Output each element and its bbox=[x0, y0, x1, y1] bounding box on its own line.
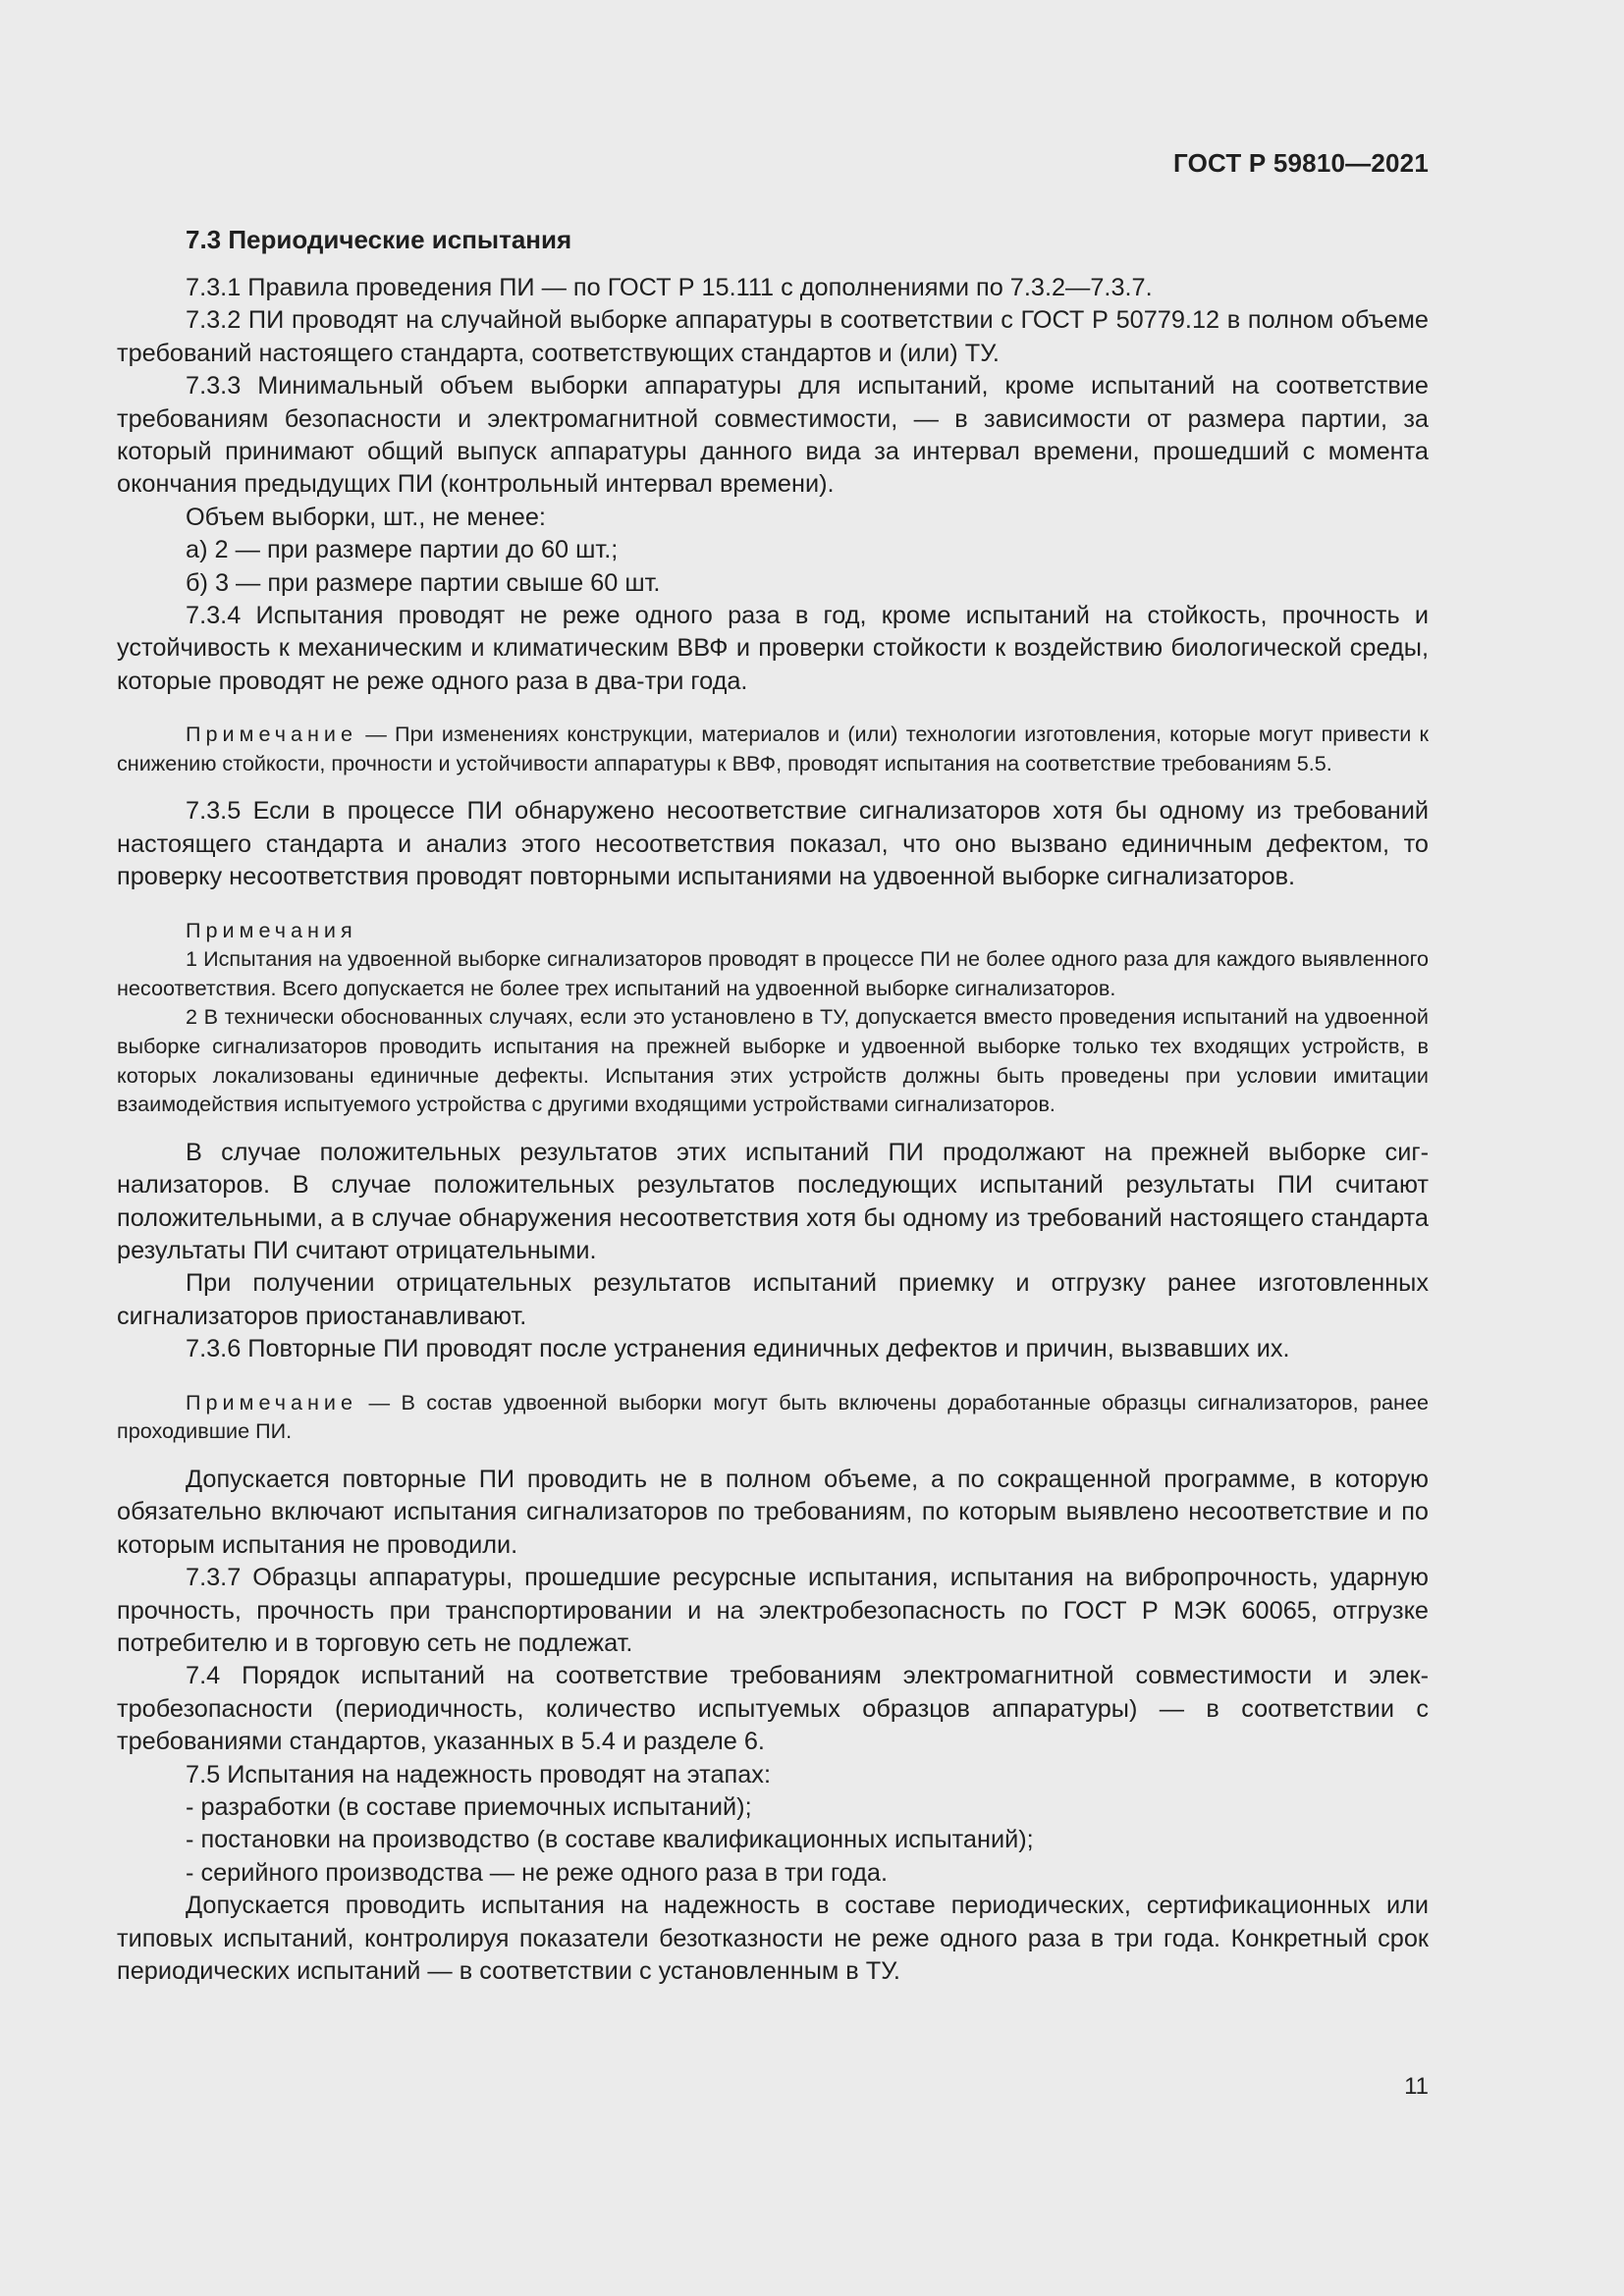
list-item-serial-production: - серийного производства — не реже одного раза в три года. bbox=[186, 1858, 889, 1887]
paragraph-7-3-6: 7.3.6 Повторные ПИ проводят после устранения единичных дефектов и причин, вызвавших их. bbox=[186, 1335, 1290, 1363]
note-1-text: — При изменениях конструкции, материалов и (или) технологии изготовления, которые могут привести к снижению стойкости, прочности и устойчивости аппаратуры к ВВФ, проводят испытания на соответствие требованиям 5.5. bbox=[117, 721, 1429, 775]
paragraph-7-3-5: 7.3.5 Если в процессе ПИ обнаружено несоответствие сигнализаторов хотя бы одному из требований настоящего стандарта и анализ этого несоответствия показал, что оно вызвано единичным дефектом, то проверку несоответствия проводят повторными испытаниями на удвоенной выборке сигнализаторов. bbox=[117, 797, 1429, 891]
list-item-b: б) 3 — при размере партии свыше 60 шт. bbox=[186, 568, 661, 597]
document-body bbox=[117, 224, 1429, 1988]
list-item-development: - разработки (в составе приемочных испытаний); bbox=[186, 1792, 752, 1821]
note-3-label: Примечание bbox=[186, 1389, 357, 1415]
list-item-production-setup: - постановки на производство (в составе квалификационных испытаний); bbox=[186, 1826, 1034, 1854]
notes-2-label: Примечания bbox=[186, 917, 357, 942]
paragraph-sample-size: Объем выборки, шт., не менее: bbox=[186, 503, 546, 531]
paragraph-7-3-4: 7.3.4 Испытания проводят не реже одного раза в год, кроме испытаний на стойкость, прочность и устойчивость к механическим и климатическим ВВФ и проверки стойкости к воздействию биологической среды, которые проводят не реже одного раза в два-три года. bbox=[117, 602, 1429, 695]
paragraph-repeat-tests: Допускается повторные ПИ проводить не в полном объеме, а по сокращенной программе, в которую обязательно включают испытания сигнализаторов по требованиям, по которым выявлено несоответствие и по которым испытания не проводили. bbox=[117, 1465, 1429, 1559]
paragraph-7-3-7: 7.3.7 Образцы аппаратуры, прошедшие ресурсные испытания, испытания на вибропрочность, ударную прочность, прочность при транспортировании и на электробезопасность по ГОСТ Р МЭК 60065, отгрузке потребителю и в торговую сеть не подлежат. bbox=[117, 1564, 1429, 1657]
note-2-2: 2 В технически обоснованных случаях, если это установлено в ТУ, допускается вместо проведения испытаний на удвоенной выборке сигнализаторов проводить испытания на прежней выборке и удвоенной выборке только тех входящих устройств, в которых локализованы единичные дефекты. Испытания этих устройств должны быть проведены при условии имитации взаимодействия испытуемого устройства с другими входящими устройствами сигнализаторов. bbox=[117, 1004, 1429, 1117]
note-2-1: 1 Испытания на удвоенной выборке сигнализаторов проводят в процессе ПИ не более одного раза для каждого выявленного несоответствия. Всего допускается не более трех испытаний на удвоенной выборке сигнализаторов. bbox=[117, 946, 1429, 1000]
paragraph-7-3-3: 7.3.3 Минимальный объем выборки аппаратуры для испытаний, кроме испытаний на соответствие требованиям безопасности и электромагнитной совместимости, — в зависимости от размера партии, за который принимают общий выпуск аппаратуры данного вида за интервал времени, прошедший с момента окончания предыдущих ПИ (контрольный интервал времени). bbox=[117, 372, 1429, 499]
page-number: 11 bbox=[1404, 2073, 1429, 2100]
notes-2-label-line bbox=[117, 916, 1429, 945]
paragraph-reliability: Допускается проводить испытания на надежность в составе периодических, сертификационных или типовых испытаний, контролируя показатели безотказности не реже одного раза в три года. Конкретный срок периодических испытаний — в соответствии с установленным в ТУ. bbox=[117, 1892, 1429, 1985]
paragraph-7-3-2: 7.3.2 ПИ проводят на случайной выборке аппаратуры в соответствии с ГОСТ Р 50779.12 в полном объеме требований настоящего стандарта, соответствующих стандартов и (или) ТУ. bbox=[117, 306, 1429, 367]
paragraph-positive-results: В случае положительных результатов этих испытаний ПИ продолжают на прежней выборке сигнализаторов. В случае положительных результатов последующих испытаний результаты ПИ считают положительными, а в случае обнаружения несоответствия хотя бы одному из требований настоящего стандарта результаты ПИ считают отрицательными. bbox=[117, 1138, 1429, 1265]
paragraph-7-5: 7.5 Испытания на надежность проводят на этапах: bbox=[186, 1760, 771, 1789]
list-item-a: а) 2 — при размере партии до 60 шт.; bbox=[186, 536, 619, 564]
section-heading: 7.3 Периодические испытания bbox=[186, 225, 572, 254]
note-1-label: Примечание bbox=[186, 721, 357, 747]
note-3-text: — В состав удвоенной выборки могут быть включены доработанные образцы сигнализаторов, ранее проходившие ПИ. bbox=[117, 1389, 1429, 1444]
note-3 bbox=[117, 1388, 1429, 1446]
paragraph-negative-results: При получении отрицательных результатов испытаний приемку и отгрузку ранее изготовленных сигнализаторов приостанавливают. bbox=[117, 1269, 1429, 1330]
paragraph-7-3-1: 7.3.1 Правила проведения ПИ — по ГОСТ Р 15.111 с дополнениями по 7.3.2—7.3.7. bbox=[186, 274, 1153, 301]
note-1 bbox=[117, 720, 1429, 777]
document-header: ГОСТ Р 59810—2021 bbox=[1173, 148, 1429, 178]
paragraph-7-4: 7.4 Порядок испытаний на соответствие требованиям электромагнитной совместимости и электробезопасности (периодичность, количество испытуемых образцов аппаратуры) — в соответствии с требованиями стандартов, указанных в 5.4 и разделе 6. bbox=[117, 1662, 1429, 1756]
